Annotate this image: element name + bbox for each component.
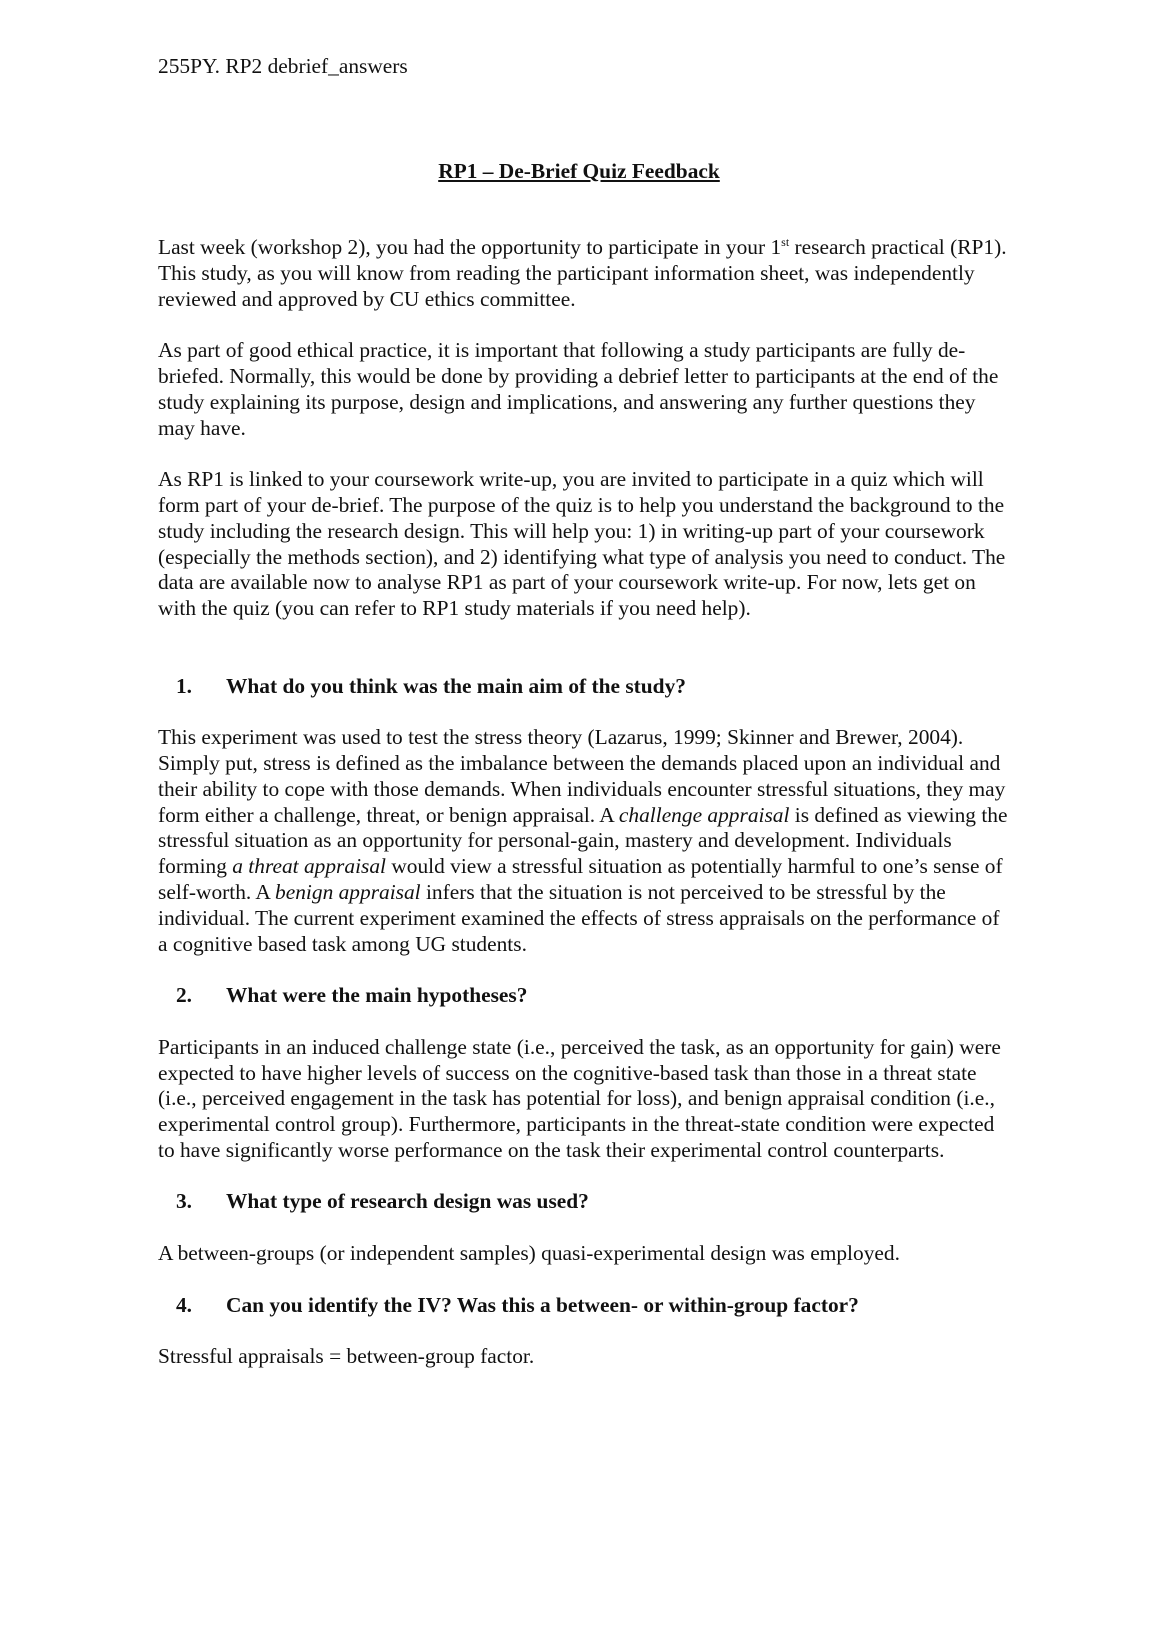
question-text: Can you identify the IV? Was this a between- or within-group factor? [226, 1292, 859, 1317]
intro-paragraph-2: As part of good ethical practice, it is important that following a study participants are fully de-briefed. Normally, this would be done by providing a debrief letter to participants at the end of the study explaining its purpose, design and implications, and answering any further questions they may have. [158, 338, 999, 440]
question-2 [158, 983, 1008, 1009]
answer-1 [158, 725, 1008, 957]
emphasis: a threat appraisal [232, 854, 386, 879]
emphasis: benign appraisal [275, 879, 421, 904]
question-number: 2. [175, 983, 192, 1008]
question-text: What were the main hypotheses? [226, 983, 528, 1008]
text: infers that the situation is not perceived to be stressful by the individual. The current experiment examined the effects of stress appraisals on the performance of a cognitive based task among UG students. [158, 879, 1000, 956]
text: is defined as viewing the stressful situation as an opportunity for personal-gain, mastery and development. Individuals forming [158, 802, 1008, 879]
intro-paragraph-1 [158, 235, 1008, 312]
question-number: 1. [175, 673, 192, 698]
question-1 [158, 674, 1008, 700]
document-body [158, 235, 1008, 1396]
answer-2: Participants in an induced challenge state (i.e., perceived the task, as an opportunity for gain) were expected to have higher levels of success on the cognitive-based task than those in a threat state (i.e., perceived engagement in the task has potential for loss), and benign appraisal condition (i.e., experimental control group). Furthermore, participants in the threat-state condition were expected to have significantly worse performance on the task their experimental control counterparts. [158, 1034, 1001, 1162]
question-text: What do you think was the main aim of the study? [226, 673, 686, 698]
question-text: What type of research design was used? [226, 1189, 589, 1214]
document-title: RP1 – De-Brief Quiz Feedback [438, 159, 720, 183]
emphasis: challenge appraisal [618, 802, 790, 827]
superscript: st [781, 235, 790, 249]
question-number: 4. [175, 1292, 192, 1317]
text: Last week (workshop 2), you had the opportunity to participate in your 1 [158, 235, 782, 259]
question-number: 3. [175, 1189, 192, 1214]
text: would view a stressful situation as potentially harmful to one’s sense of self-worth. A [158, 854, 1003, 904]
question-4 [158, 1293, 1008, 1319]
text: research practical (RP1). This study, as you will know from reading the participant information sheet, was independently reviewed and approved by CU ethics committee. [158, 235, 1007, 311]
answer-3: A between-groups (or independent samples) quasi-experimental design was employed. [158, 1241, 900, 1266]
page-header: 255PY. RP2 debrief_answers [158, 54, 408, 78]
text: This experiment was used to test the stress theory (Lazarus, 1999; Skinner and Brewer, 2004). Simply put, stress is defined as the imbalance between the demands placed upon an individual and their ability to cope with those demands. When individuals encounter stressful situations, they may form either a challenge, threat, or benign appraisal. A [158, 725, 1006, 827]
question-3 [158, 1189, 1008, 1215]
intro-paragraph-3: As RP1 is linked to your coursework write-up, you are invited to participate in a quiz which will form part of your de-brief. The purpose of the quiz is to help you understand the background to the study including the research design. This will help you: 1) in writing-up part of your coursework (especially the methods section), and 2) identifying what type of analysis you need to conduct. The data are available now to analyse RP1 as part of your coursework write-up. For now, lets get on with the quiz (you can refer to RP1 study materials if you need help). [158, 467, 1006, 621]
answer-4: Stressful appraisals = between-group factor. [158, 1344, 535, 1369]
